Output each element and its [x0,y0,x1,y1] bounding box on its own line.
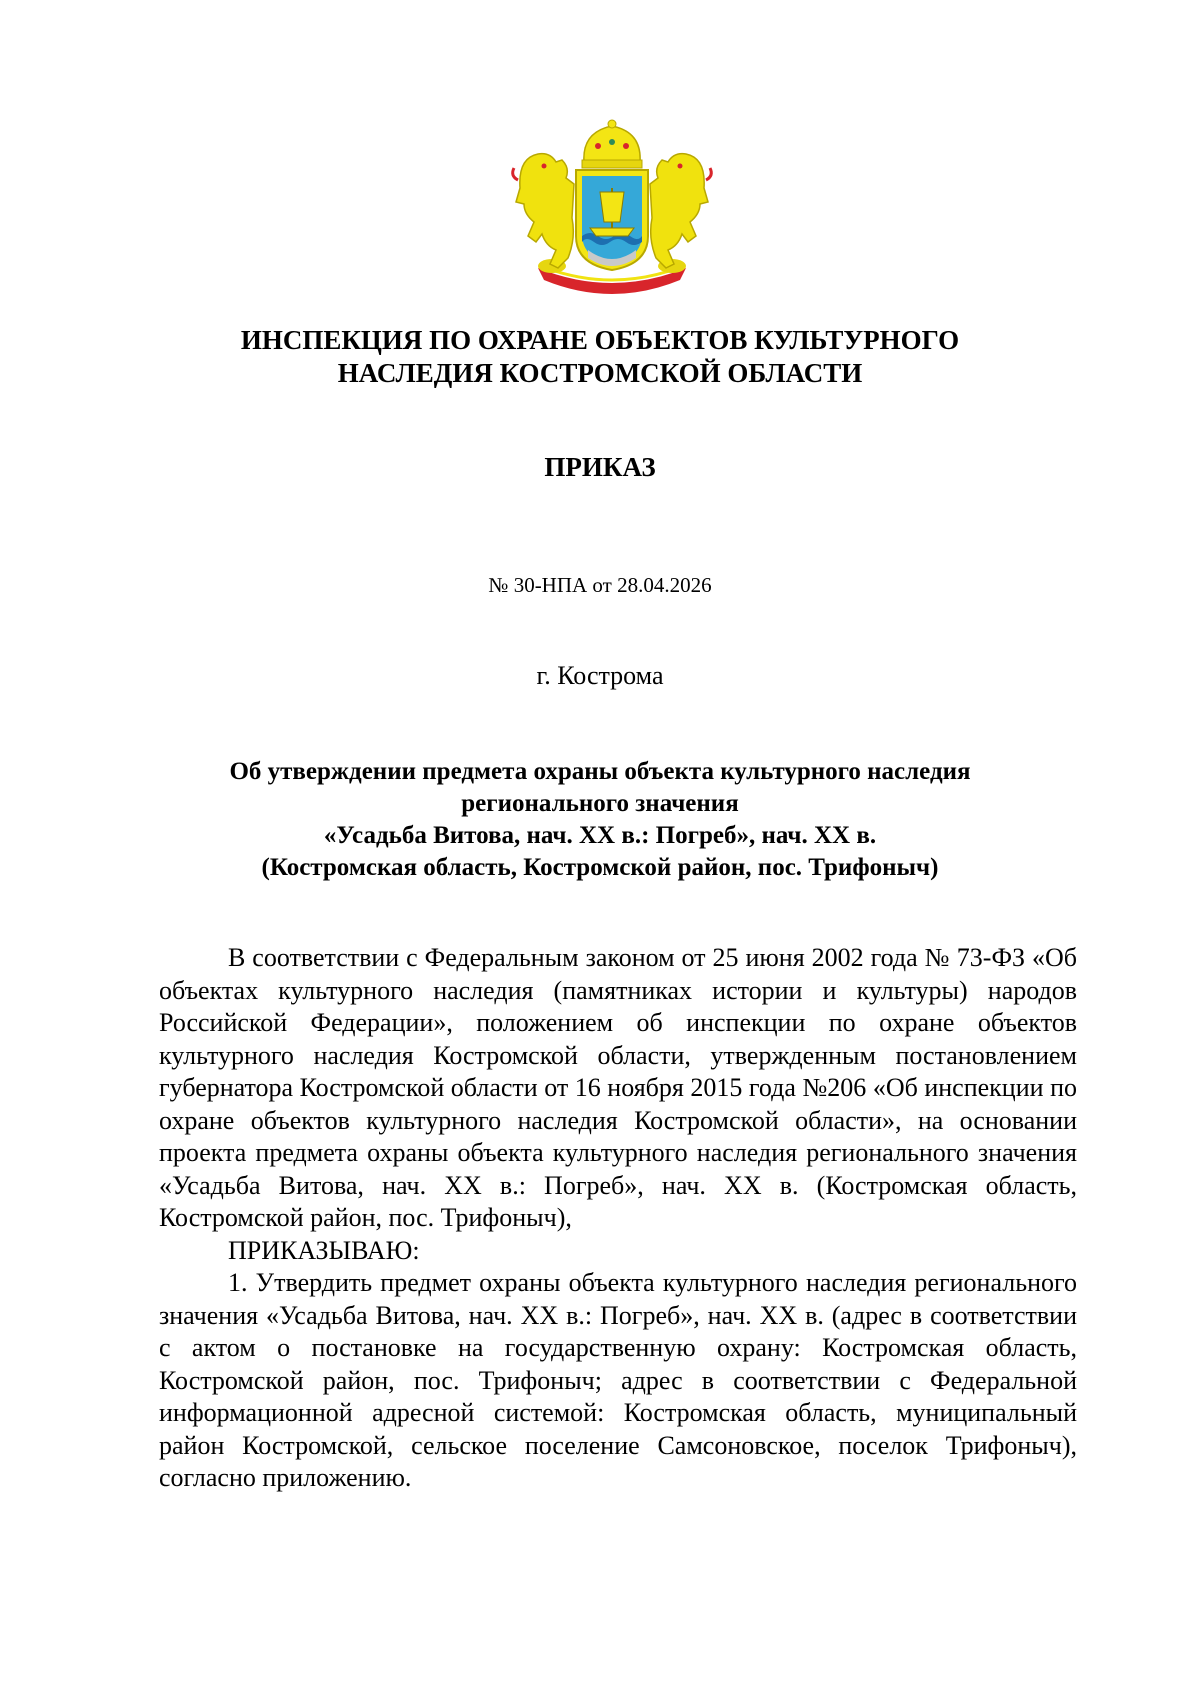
document-city: г. Кострома [536,661,664,690]
order-word: ПРИКАЗЫВАЮ: [228,1235,420,1265]
preamble-paragraph: В соответствии с Федеральным законом от 25 июня 2002 года № 73-ФЗ «Об объектах культурного наследия (памятниках истории и культуры) народов Российской Федерации», положением об инспекции по охране объектов культурного наследия Костромской области, утвержденным постановлением губернатора Костромской области от 16 ноября 2015 года №206 «Об инспекции по охране объектов культурного наследия Костромской области», на основании проекта предмета охраны объекта культурного наследия регионального значения «Усадьба Витова, нач. XX в.: Погреб», нач. XX в. (Костромская область, Костромской район, пос. Трифоныч), [159,943,1077,1232]
org-name-line-2: НАСЛЕДИЯ КОСТРОМСКОЙ ОБЛАСТИ [337,358,863,388]
subject-line-1: Об утверждении предмета охраны объекта культурного наследия [229,758,971,785]
order-item-1: 1. Утвердить предмет охраны объекта культурного наследия регионального значения «Усадьба Витова, нач. XX в.: Погреб», нач. XX в. (адрес в соответствии с актом о постановке на государственную охрану: Костромская область, Костромской район, пос. Трифоныч; адрес в соответствии с Федеральной информационной адресной системой: Костромская область, муниципальный район Костромской, сельское поселение Самсоновское, поселок Трифоныч), согласно приложению. [159,1268,1077,1492]
subject-line-2: регионального значения [461,790,739,817]
document-number-date: № 30-НПА от 28.04.2026 [488,573,712,597]
document-type: ПРИКАЗ [544,452,656,482]
document-body [159,942,1077,1495]
document-subject [100,756,1100,884]
subject-line-3: «Усадьба Витова, нач. XX в.: Погреб», нач. XX в. [323,822,877,849]
organization-name [100,324,1100,390]
org-name-line-1: ИНСПЕКЦИЯ ПО ОХРАНЕ ОБЪЕКТОВ КУЛЬТУРНОГО [240,325,960,355]
coat-of-arms-icon [510,118,714,300]
subject-line-4: (Костромская область, Костромской район, пос. Трифоныч) [261,854,939,881]
